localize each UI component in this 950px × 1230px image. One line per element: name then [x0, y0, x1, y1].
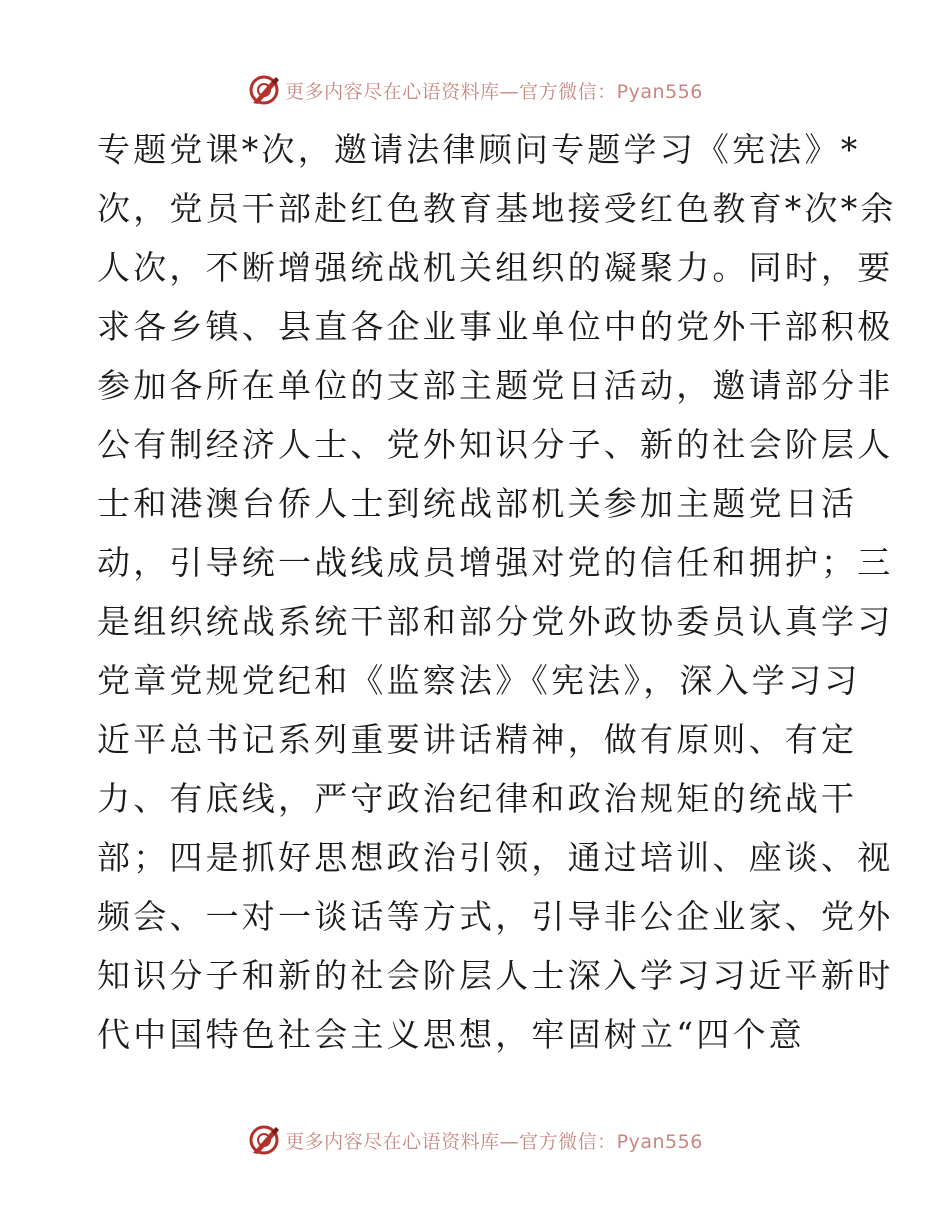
- text-line-2: 次，党员干部赴红色教育基地接受红色教育*次*余: [97, 189, 897, 228]
- text-line-4: 求各乡镇、县直各企业事业单位中的党外干部积极: [97, 307, 894, 346]
- text-line-7: 士和港澳台侨人士到统战部机关参加主题党日活: [97, 484, 858, 523]
- footer-banner: [0, 1120, 950, 1160]
- text-line-12: 力、有底线，严守政治纪律和政治规矩的统战干: [97, 779, 858, 818]
- text-line-11: 近平总书记系列重要讲话精神，做有原则、有定: [97, 720, 858, 759]
- pen-logo-icon: [247, 73, 281, 107]
- header-banner: [0, 70, 950, 110]
- text-line-6: 公有制经济人士、党外知识分子、新的社会阶层人: [97, 425, 894, 464]
- pen-logo-icon: [247, 1123, 281, 1157]
- header-banner-text: 更多内容尽在心语资料库—官方微信：Pyan556: [285, 80, 703, 103]
- text-line-1: 专题党课*次，邀请法律顾问专题学习《宪法》*: [97, 130, 861, 169]
- text-line-16: 代中国特色社会主义思想，牢固树立“四个意: [97, 1015, 805, 1054]
- text-line-10: 党章党规党纪和《监察法》《宪法》，深入学习习: [97, 661, 861, 700]
- text-line-13: 部；四是抓好思想政治引领，通过培训、座谈、视: [97, 838, 894, 877]
- text-line-15: 知识分子和新的社会阶层人士深入学习习近平新时: [97, 956, 894, 995]
- footer-banner-text: 更多内容尽在心语资料库—官方微信：Pyan556: [285, 1130, 703, 1153]
- text-line-9: 是组织统战系统干部和部分党外政协委员认真学习: [97, 602, 894, 641]
- text-line-3: 人次，不断增强统战机关组织的凝聚力。同时，要: [97, 248, 894, 287]
- text-line-8: 动，引导统一战线成员增强对党的信任和拥护；三: [97, 543, 894, 582]
- document-body: [97, 120, 897, 1064]
- text-line-14: 频会、一对一谈话等方式，引导非公企业家、党外: [97, 897, 894, 936]
- text-line-5: 参加各所在单位的支部主题党日活动，邀请部分非: [97, 366, 894, 405]
